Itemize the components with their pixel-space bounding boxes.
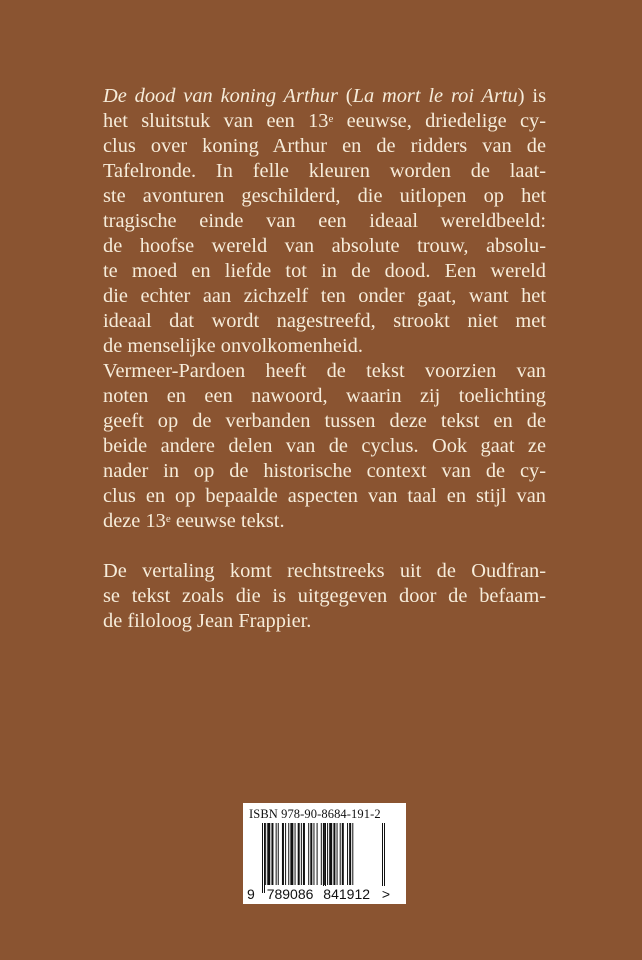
text-line: die echter aan zichzelf ten onder gaat, want het: [103, 285, 546, 307]
isbn-barcode: [243, 803, 406, 904]
text-line: se tekst zoals die is uitgegeven door de befaam-: [103, 585, 546, 607]
text-line: Tafelronde. In felle kleuren worden de laat-: [103, 160, 546, 182]
text-line: ideaal dat wordt nagestreefd, strookt niet met: [103, 310, 546, 332]
barcode-digits-group2: 841912: [323, 886, 371, 902]
text-line: De dood van koning Arthur (La mort le roi Artu) is: [103, 85, 546, 107]
text-line: beide andere delen van de cyclus. Ook gaat ze: [103, 435, 546, 457]
text-line: deze 13e eeuwse tekst.: [103, 510, 285, 532]
barcode-bars-icon: [262, 823, 386, 893]
text-line: clus en op bepaalde aspecten van taal en stijl van: [103, 485, 546, 507]
barcode-digits-group1: 789086: [266, 886, 314, 902]
text-line: nader in op de historische context van de cy-: [103, 460, 546, 482]
text-line: het sluitstuk van een 13e eeuwse, driedelige cy-: [103, 110, 546, 132]
text-line: geeft op de verbanden tussen deze tekst en de: [103, 410, 546, 432]
paragraph-3: [103, 559, 546, 634]
text-line: De vertaling komt rechtstreeks uit de Oudfran-: [103, 560, 546, 582]
barcode-quiet-zone-arrow: >: [381, 886, 391, 902]
text-line: ste avonturen geschilderd, die uitlopen op het: [103, 185, 546, 207]
paragraph-gap: [103, 534, 546, 559]
back-cover-blurb: [103, 84, 546, 634]
text-line: de hoofse wereld van absolute trouw, absolu-: [103, 235, 546, 257]
text-line: clus over koning Arthur en de ridders van de: [103, 135, 546, 157]
text-line: tragische einde van een ideaal wereldbeeld:: [103, 210, 546, 232]
text-line: noten en een nawoord, waarin zij toelichting: [103, 385, 546, 407]
paragraph-2: [103, 359, 546, 534]
text-line: Vermeer-Pardoen heeft de tekst voorzien van: [103, 360, 546, 382]
text-line: de filoloog Jean Frappier.: [103, 610, 312, 632]
paragraph-1: [103, 84, 546, 359]
text-line: te moed en liefde tot in de dood. Een wereld: [103, 260, 546, 282]
isbn-label: ISBN 978-90-8684-191-2: [249, 807, 381, 821]
barcode-digit-first: 9: [247, 886, 255, 902]
text-line: de menselijke onvolkomenheid.: [103, 335, 363, 357]
barcode-digits: [247, 886, 390, 902]
